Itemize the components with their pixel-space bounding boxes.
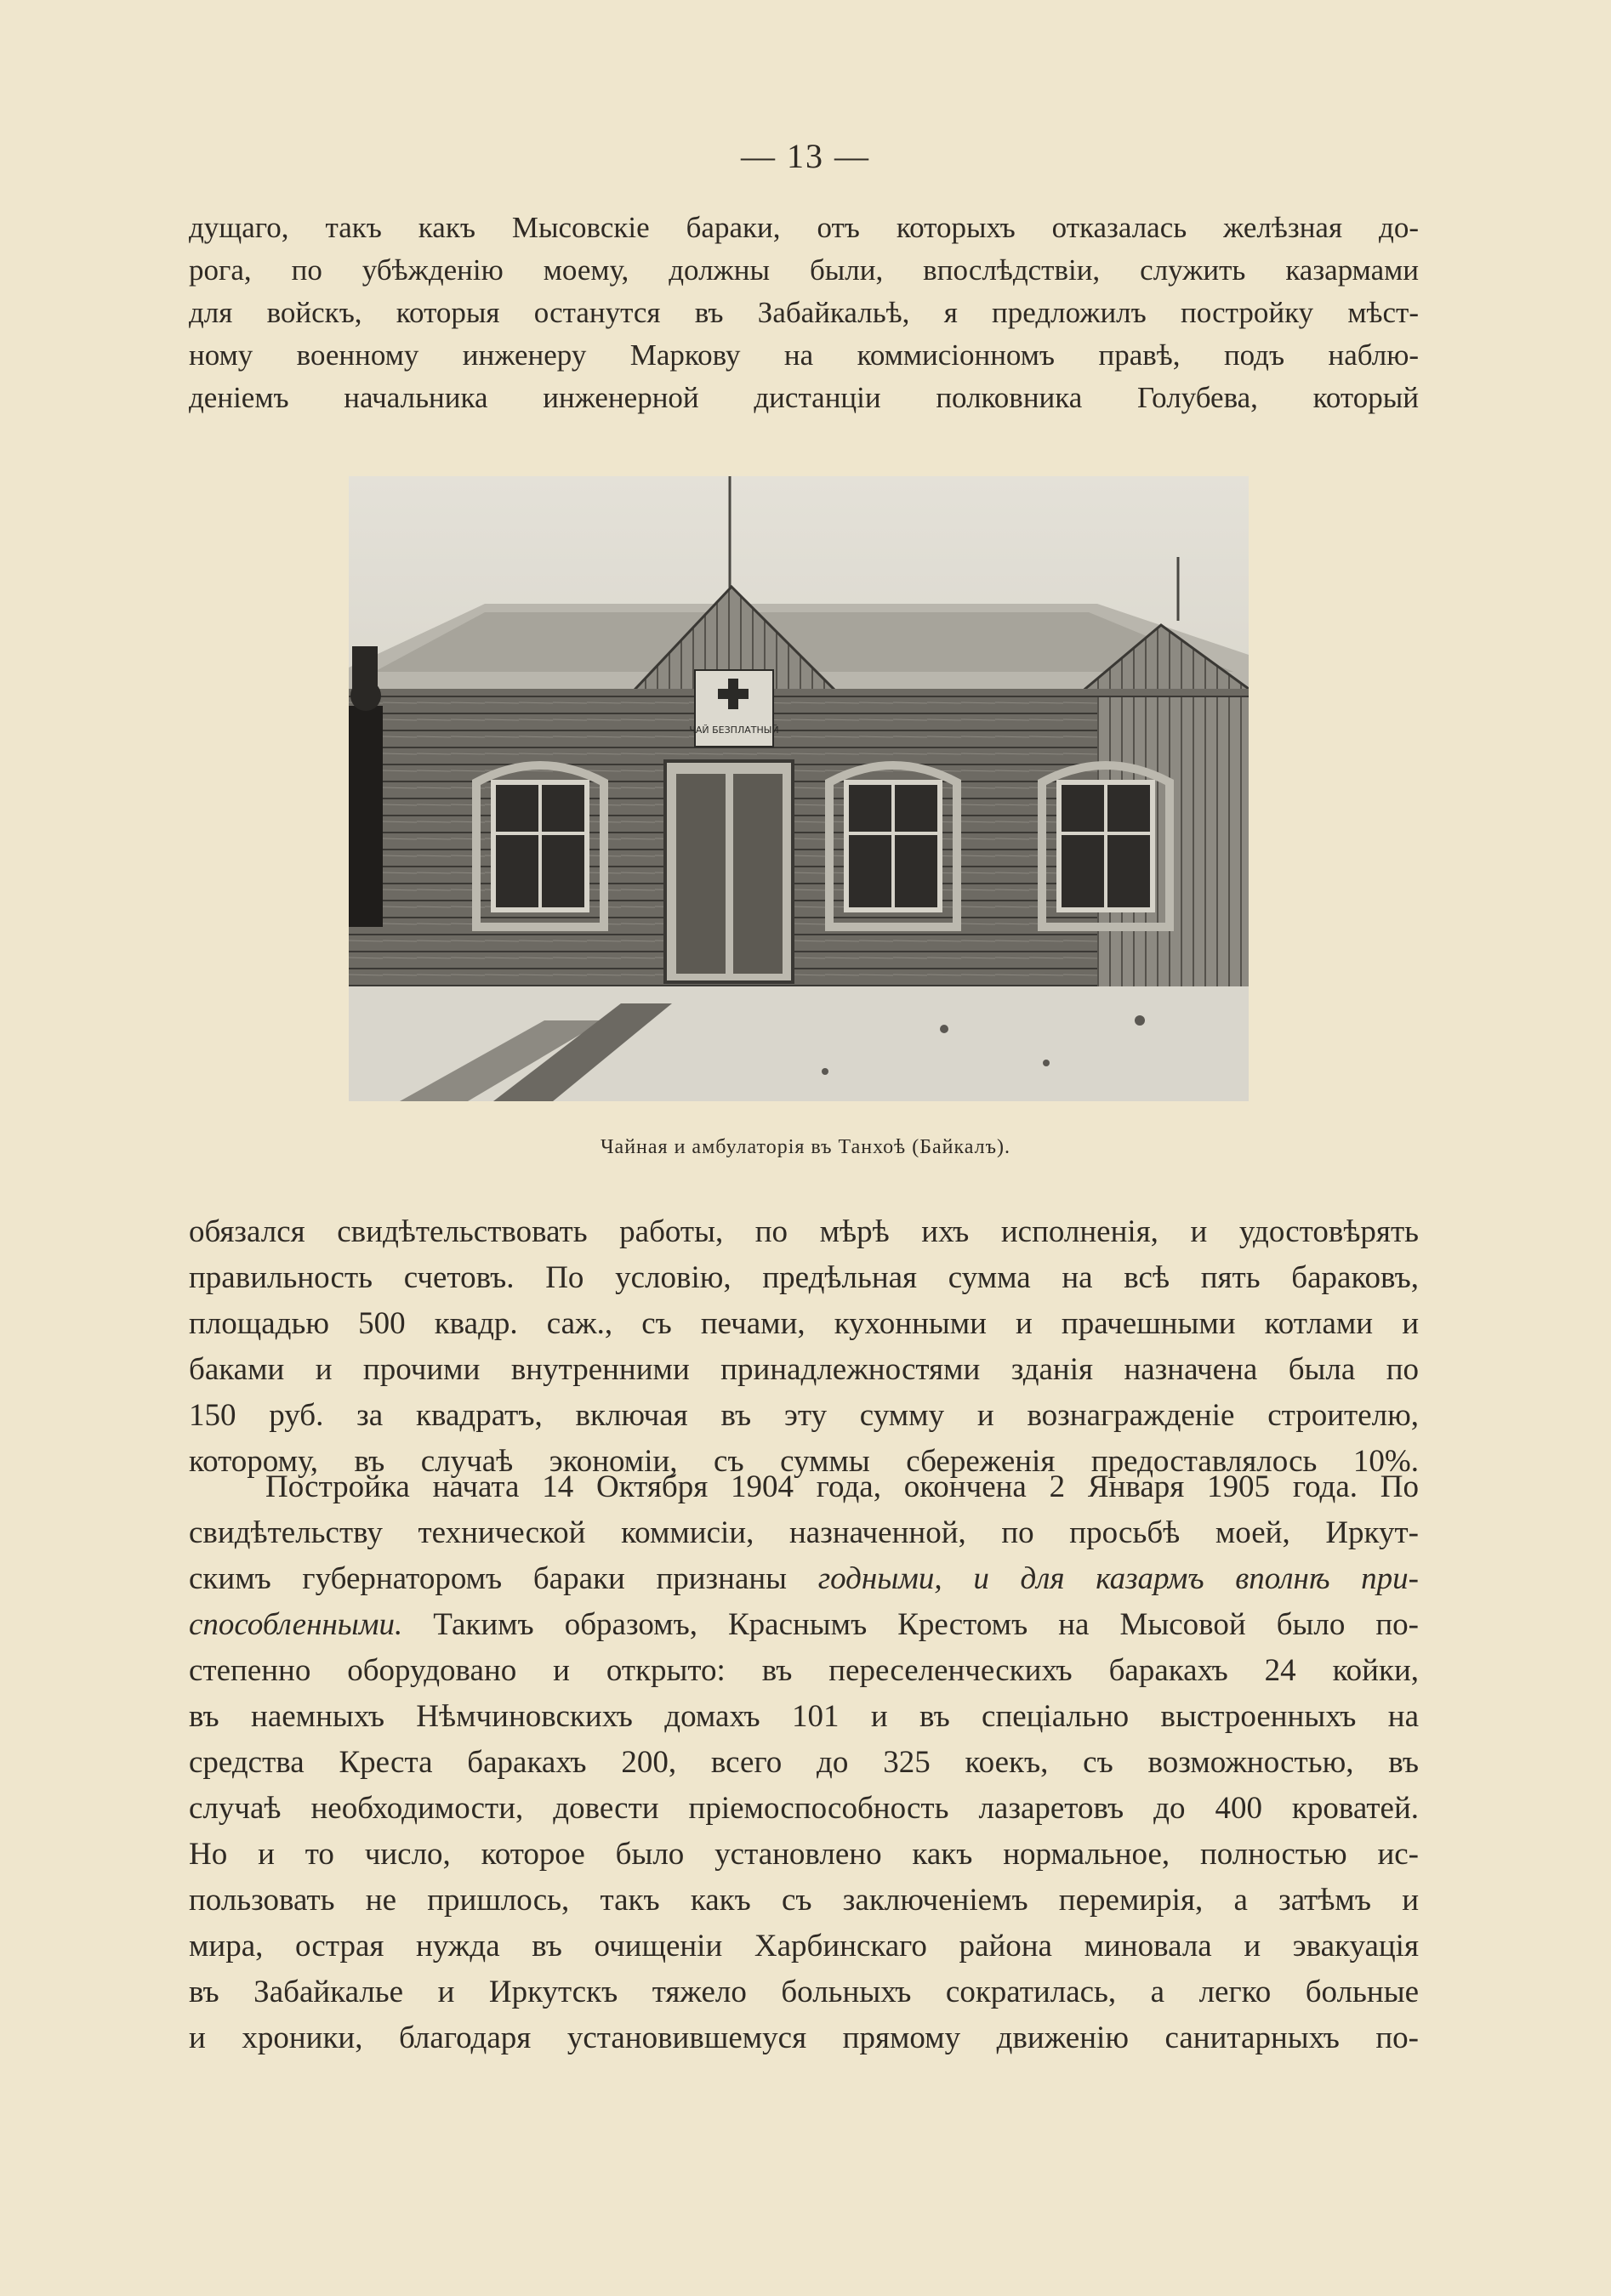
paragraph-middle [189, 1209, 1419, 1485]
text-line: пользовать не пришлось, такъ какъ съ заключеніемъ перемирія, а затѣмъ и [189, 1883, 1419, 1918]
text-run: Такимъ образомъ, Краснымъ Крестомъ на Мысовой было по- [402, 1607, 1419, 1642]
text-line: ному военному инженеру Маркову на коммисіонномъ правѣ, подъ наблю- [189, 338, 1419, 372]
text-line-mixed [189, 1602, 1419, 1648]
paragraph-bottom [189, 1464, 1419, 2061]
photograph-teahouse [349, 476, 1249, 1101]
text-line: средства Креста баракахъ 200, всего до 325 коекъ, съ возможностью, въ [189, 1745, 1419, 1780]
text-line: рога, по убѣжденію моему, должны были, впослѣдствіи, служить казармами [189, 253, 1419, 287]
text-line: степенно оборудовано и открыто: въ переселенческихъ баракахъ 24 койки, [189, 1653, 1419, 1688]
text-line: мира, острая нужда въ очищеніи Харбинскаго района миновала и эвакуація [189, 1929, 1419, 1964]
text-line: и хроники, благодаря установившемуся прямому движенію санитарныхъ по- [189, 2020, 1419, 2055]
text-line: деніемъ начальника инженерной дистанціи полковника Голубева, который [189, 381, 1419, 414]
text-line: Но и то число, которое было установлено какъ нормальное, полностью ис- [189, 1837, 1419, 1872]
text-line: правильность счетовъ. По условію, предѣльная сумма на всѣ пять бараковъ, [189, 1260, 1419, 1295]
emphasis-run: способленными. [189, 1607, 403, 1642]
text-line: въ наемныхъ Нѣмчиновскихъ домахъ 101 и въ спеціально выстроенныхъ на [189, 1699, 1419, 1734]
text-line-mixed [189, 1556, 1419, 1602]
page-number: — 13 — [741, 137, 870, 175]
svg-text:ЧАЙ БЕЗПЛАТНЫЙ: ЧАЙ БЕЗПЛАТНЫЙ [689, 725, 779, 736]
text-line: дущаго, такъ какъ Мысовскіе бараки, отъ которыхъ отказалась желѣзная до- [189, 211, 1419, 244]
building-illustration [349, 476, 1249, 1101]
text-line: 150 руб. за квадратъ, включая въ эту сумму и вознагражденіе строителю, [189, 1398, 1419, 1433]
text-line: площадью 500 квадр. саж., съ печами, кухонными и прачешными котлами и [189, 1306, 1419, 1341]
text-line: свидѣтельству технической коммисіи, назначенной, по просьбѣ моей, Иркут- [189, 1515, 1419, 1550]
text-line: для войскъ, которыя останутся въ Забайкальѣ, я предложилъ постройку мѣст- [189, 296, 1419, 329]
text-line: случаѣ необходимости, довести пріемоспособность лазаретовъ до 400 кроватей. [189, 1791, 1419, 1826]
emphasis-run: годными, и для казармъ вполнѣ при- [817, 1561, 1419, 1596]
paragraph-top [189, 207, 1419, 419]
text-run: скимъ губернаторомъ бараки признаны [189, 1561, 818, 1596]
text-line: которому, въ случаѣ экономіи, съ суммы сбереженія предоставлялось 10%. [189, 1444, 1419, 1479]
photo-caption: Чайная и амбулаторія въ Танхоѣ (Байкалъ). [600, 1136, 1011, 1158]
text-line: въ Забайкалье и Иркутскъ тяжело больныхъ сократилась, а легко больные [189, 1975, 1419, 2009]
text-line: баками и прочими внутренними принадлежностями зданія назначена была по [189, 1352, 1419, 1387]
text-line: Постройка начата 14 Октября 1904 года, окончена 2 Января 1905 года. По [265, 1469, 1419, 1504]
text-line: обязался свидѣтельствовать работы, по мѣрѣ ихъ исполненія, и удостовѣрять [189, 1214, 1419, 1249]
